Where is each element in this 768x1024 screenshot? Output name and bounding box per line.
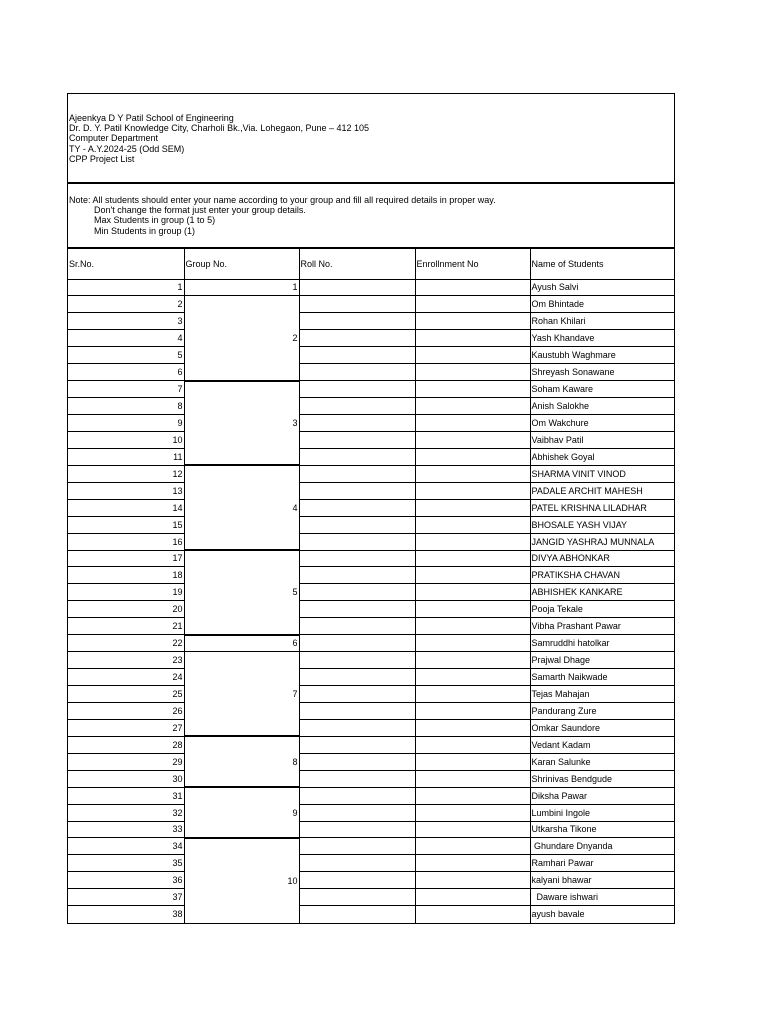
student-name-cell[interactable]: Ramhari Pawar: [530, 855, 674, 872]
table-row: [68, 431, 674, 448]
sr-no-cell: 37: [68, 889, 184, 906]
table-row: [68, 889, 674, 906]
sr-no-cell: 23: [68, 652, 184, 669]
roll-no-cell[interactable]: [299, 499, 415, 516]
enrollment-no-cell[interactable]: [415, 601, 530, 618]
table-row: [68, 415, 674, 432]
roll-no-cell[interactable]: [299, 364, 415, 381]
student-name-cell[interactable]: Abhishek Goyal: [530, 448, 674, 465]
table-row: [68, 364, 674, 381]
institution-name: Ajeenkya D Y Patil School of Engineering: [69, 113, 234, 123]
roll-no-cell[interactable]: [299, 906, 415, 923]
enrollment-no-cell[interactable]: [415, 296, 530, 313]
table-row: [68, 516, 674, 533]
table-row: [68, 804, 674, 821]
note-line: Min Students in group (1): [94, 225, 196, 236]
student-name-cell[interactable]: ABHISHEK KANKARE: [530, 584, 674, 601]
student-name-cell[interactable]: kalyani bhawar: [530, 872, 674, 889]
table-row: [68, 770, 674, 787]
enrollment-no-cell[interactable]: [415, 686, 530, 703]
student-name-cell[interactable]: Shrinivas Bendgude: [530, 770, 674, 787]
table-row: [68, 838, 674, 855]
column-header-enrollment-no: Enrollnment No: [415, 249, 530, 279]
student-name-cell[interactable]: SHARMA VINIT VINOD: [530, 465, 674, 482]
table-row: [68, 787, 674, 804]
roll-no-cell[interactable]: [299, 296, 415, 313]
enrollment-no-cell[interactable]: [415, 618, 530, 635]
roll-no-cell[interactable]: [299, 770, 415, 787]
roll-no-cell[interactable]: [299, 313, 415, 330]
enrollment-no-cell[interactable]: [415, 821, 530, 838]
sr-no-cell: 22: [68, 635, 184, 652]
instructions-note: [68, 184, 674, 249]
student-name-cell[interactable]: Utkarsha Tikone: [530, 821, 674, 838]
enrollment-no-cell[interactable]: [415, 567, 530, 584]
roll-no-cell[interactable]: [299, 398, 415, 415]
roll-no-cell[interactable]: [299, 448, 415, 465]
sr-no-cell: 1: [68, 279, 184, 296]
table-row: [68, 753, 674, 770]
table-row: [68, 906, 674, 923]
table-row: [68, 821, 674, 838]
student-name-cell[interactable]: Omkar Saundore: [530, 719, 674, 736]
roll-no-cell[interactable]: [299, 347, 415, 364]
sr-no-cell: 7: [68, 381, 184, 398]
sr-no-cell: 21: [68, 618, 184, 635]
student-name-cell[interactable]: ayush bavale: [530, 906, 674, 923]
sr-no-cell: 26: [68, 702, 184, 719]
enrollment-no-cell[interactable]: [415, 279, 530, 296]
student-name-cell[interactable]: Om Bhintade: [530, 296, 674, 313]
column-header-roll-no: Roll No.: [299, 249, 415, 279]
roll-no-cell[interactable]: [299, 821, 415, 838]
student-name-cell[interactable]: Samruddhi hatolkar: [530, 635, 674, 652]
sr-no-cell: 15: [68, 516, 184, 533]
sr-no-cell: 4: [68, 330, 184, 347]
table-row: [68, 601, 674, 618]
sr-no-cell: 31: [68, 787, 184, 804]
enrollment-no-cell[interactable]: [415, 736, 530, 753]
roll-no-cell[interactable]: [299, 516, 415, 533]
group-no-cell: 8: [184, 736, 299, 787]
enrollment-no-cell[interactable]: [415, 347, 530, 364]
table-row: [68, 296, 674, 313]
sr-no-cell: 19: [68, 584, 184, 601]
student-name-cell[interactable]: Ayush Salvi: [530, 279, 674, 296]
sr-no-cell: 10: [68, 431, 184, 448]
student-name-cell[interactable]: Pooja Tekale: [530, 601, 674, 618]
roll-no-cell[interactable]: [299, 669, 415, 686]
student-name-cell[interactable]: BHOSALE YASH VIJAY: [530, 516, 674, 533]
student-name-cell[interactable]: Samarth Naikwade: [530, 669, 674, 686]
table-row: [68, 567, 674, 584]
enrollment-no-cell[interactable]: [415, 364, 530, 381]
student-name-cell[interactable]: PADALE ARCHIT MAHESH: [530, 482, 674, 499]
student-name-cell[interactable]: Yash Khandave: [530, 330, 674, 347]
group-no-cell: 5: [184, 550, 299, 635]
enrollment-no-cell[interactable]: [415, 635, 530, 652]
enrollment-no-cell[interactable]: [415, 448, 530, 465]
table-row: [68, 855, 674, 872]
student-name-cell[interactable]: Soham Kaware: [530, 381, 674, 398]
table-row: [68, 736, 674, 753]
student-name-cell[interactable]: DIVYA ABHONKAR: [530, 550, 674, 567]
sr-no-cell: 16: [68, 533, 184, 550]
table-row: [68, 398, 674, 415]
roll-no-cell[interactable]: [299, 686, 415, 703]
table-row: [68, 872, 674, 889]
sr-no-cell: 8: [68, 398, 184, 415]
student-name-cell[interactable]: PRATIKSHA CHAVAN: [530, 567, 674, 584]
roll-no-cell[interactable]: [299, 601, 415, 618]
student-name-cell[interactable]: Tejas Mahajan: [530, 686, 674, 703]
enrollment-no-cell[interactable]: [415, 415, 530, 432]
student-name-cell[interactable]: Karan Salunke: [530, 753, 674, 770]
roll-no-cell[interactable]: [299, 753, 415, 770]
roll-no-cell[interactable]: [299, 736, 415, 753]
group-no-cell: 4: [184, 465, 299, 550]
roll-no-cell[interactable]: [299, 415, 415, 432]
enrollment-no-cell[interactable]: [415, 855, 530, 872]
table-row: [68, 465, 674, 482]
roll-no-cell[interactable]: [299, 804, 415, 821]
roll-no-cell[interactable]: [299, 635, 415, 652]
roll-no-cell[interactable]: [299, 872, 415, 889]
sr-no-cell: 32: [68, 804, 184, 821]
group-no-cell: 1: [184, 279, 299, 296]
institution-header: [68, 94, 674, 184]
student-name-cell[interactable]: Lumbini Ingole: [530, 804, 674, 821]
enrollment-no-cell[interactable]: [415, 482, 530, 499]
sr-no-cell: 5: [68, 347, 184, 364]
sr-no-cell: 12: [68, 465, 184, 482]
note-line: Max Students in group (1 to 5): [94, 215, 216, 226]
list-title: CPP Project List: [69, 153, 135, 164]
enrollment-no-cell[interactable]: [415, 584, 530, 601]
table-row: [68, 635, 674, 652]
roll-no-cell[interactable]: [299, 482, 415, 499]
table-row: [68, 652, 674, 669]
group-no-cell: 7: [184, 652, 299, 737]
enrollment-no-cell[interactable]: [415, 889, 530, 906]
group-no-cell: 3: [184, 381, 299, 466]
sr-no-cell: 29: [68, 753, 184, 770]
table-row: [68, 618, 674, 635]
sr-no-cell: 20: [68, 601, 184, 618]
sr-no-cell: 36: [68, 872, 184, 889]
column-header-student-name: Name of Students: [530, 249, 674, 279]
student-name-cell[interactable]: Om Wakchure: [530, 415, 674, 432]
enrollment-no-cell[interactable]: [415, 381, 530, 398]
student-name-cell[interactable]: Ghundare Dnyanda: [530, 838, 674, 855]
sr-no-cell: 6: [68, 364, 184, 381]
enrollment-no-cell[interactable]: [415, 669, 530, 686]
enrollment-no-cell[interactable]: [415, 465, 530, 482]
student-name-cell[interactable]: Daware ishwari: [530, 889, 674, 906]
note-line: Note: All students should enter your name according to your group and fill all required details in proper way.: [69, 195, 496, 205]
enrollment-no-cell[interactable]: [415, 516, 530, 533]
table-header-row: [68, 249, 674, 279]
roll-no-cell[interactable]: [299, 567, 415, 584]
table-row: [68, 499, 674, 516]
student-name-cell[interactable]: Vibha Prashant Pawar: [530, 618, 674, 635]
student-name-cell[interactable]: Rohan Khilari: [530, 313, 674, 330]
roll-no-cell[interactable]: [299, 618, 415, 635]
enrollment-no-cell[interactable]: [415, 770, 530, 787]
sr-no-cell: 30: [68, 770, 184, 787]
roll-no-cell[interactable]: [299, 889, 415, 906]
table-row: [68, 719, 674, 736]
enrollment-no-cell[interactable]: [415, 398, 530, 415]
enrollment-no-cell[interactable]: [415, 906, 530, 923]
enrollment-no-cell[interactable]: [415, 719, 530, 736]
table-row: [68, 279, 674, 296]
student-name-cell[interactable]: Vaibhav Patil: [530, 431, 674, 448]
enrollment-no-cell[interactable]: [415, 330, 530, 347]
group-no-cell: 2: [184, 296, 299, 381]
sr-no-cell: 33: [68, 821, 184, 838]
table-row: [68, 482, 674, 499]
enrollment-no-cell[interactable]: [415, 702, 530, 719]
enrollment-no-cell[interactable]: [415, 550, 530, 567]
sr-no-cell: 18: [68, 567, 184, 584]
project-list-sheet: [67, 93, 675, 924]
table-row: [68, 347, 674, 364]
sr-no-cell: 28: [68, 736, 184, 753]
table-row: [68, 550, 674, 567]
table-row: [68, 702, 674, 719]
table-row: [68, 313, 674, 330]
roll-no-cell[interactable]: [299, 330, 415, 347]
roll-no-cell[interactable]: [299, 431, 415, 448]
student-name-cell[interactable]: Anish Salokhe: [530, 398, 674, 415]
group-no-cell: 9: [184, 787, 299, 838]
table-row: [68, 584, 674, 601]
enrollment-no-cell[interactable]: [415, 652, 530, 669]
sr-no-cell: 38: [172, 909, 183, 920]
table-row: [68, 448, 674, 465]
sr-no-cell: 14: [68, 499, 184, 516]
sr-no-cell: 27: [68, 719, 184, 736]
student-name-cell[interactable]: JANGID YASHRAJ MUNNALA: [530, 533, 674, 550]
enrollment-no-cell[interactable]: [415, 787, 530, 804]
sr-no-cell: 24: [68, 669, 184, 686]
enrollment-no-cell[interactable]: [415, 313, 530, 330]
sr-no-cell: 13: [68, 482, 184, 499]
sr-no-cell: 34: [68, 838, 184, 855]
institution-address: Dr. D. Y. Patil Knowledge City, Charholi Bk.,Via. Lohegaon, Pune – 412 105: [69, 123, 370, 134]
table-row: [68, 330, 674, 347]
student-name-cell[interactable]: Prajwal Dhage: [530, 652, 674, 669]
note-line: Don't change the format just enter your group details.: [94, 205, 306, 216]
group-no-cell: 10: [184, 838, 299, 923]
roll-no-cell[interactable]: [299, 787, 415, 804]
sr-no-cell: 2: [68, 296, 184, 313]
enrollment-no-cell[interactable]: [415, 838, 530, 855]
enrollment-no-cell[interactable]: [415, 804, 530, 821]
enrollment-no-cell[interactable]: [415, 753, 530, 770]
student-name-cell[interactable]: Diksha Pawar: [530, 787, 674, 804]
academic-year: TY - A.Y.2024-25 (Odd SEM): [69, 143, 185, 154]
column-header-sr-no: Sr.No.: [68, 249, 184, 279]
roll-no-cell[interactable]: [299, 533, 415, 550]
table-row: [68, 686, 674, 703]
students-table-body: [68, 279, 674, 923]
sr-no-cell: 9: [68, 415, 184, 432]
roll-no-cell[interactable]: [299, 550, 415, 567]
enrollment-no-cell[interactable]: [415, 499, 530, 516]
sr-no-cell: 35: [68, 855, 184, 872]
roll-no-cell[interactable]: [299, 838, 415, 855]
students-table: [68, 249, 674, 923]
table-row: [68, 669, 674, 686]
roll-no-cell[interactable]: [299, 719, 415, 736]
student-name-cell[interactable]: Shreyash Sonawane: [530, 364, 674, 381]
roll-no-cell[interactable]: [299, 652, 415, 669]
sr-no-cell: 17: [68, 550, 184, 567]
table-row: [68, 533, 674, 550]
table-row: [68, 381, 674, 398]
roll-no-cell[interactable]: [299, 855, 415, 872]
column-header-group-no: Group No.: [184, 249, 299, 279]
sr-no-cell: 25: [68, 686, 184, 703]
sr-no-cell: 3: [68, 313, 184, 330]
student-name-cell[interactable]: Vedant Kadam: [530, 736, 674, 753]
roll-no-cell[interactable]: [299, 381, 415, 398]
roll-no-cell[interactable]: [299, 702, 415, 719]
sr-no-cell: 11: [68, 448, 184, 465]
group-no-cell: 6: [184, 635, 299, 652]
department-name: Computer Department: [69, 133, 159, 144]
enrollment-no-cell[interactable]: [415, 431, 530, 448]
enrollment-no-cell[interactable]: [415, 533, 530, 550]
roll-no-cell[interactable]: [299, 465, 415, 482]
student-name-cell[interactable]: PATEL KRISHNA LILADHAR: [530, 499, 674, 516]
student-name-cell[interactable]: Pandurang Zure: [530, 702, 674, 719]
roll-no-cell[interactable]: [299, 279, 415, 296]
student-name-cell[interactable]: Kaustubh Waghmare: [530, 347, 674, 364]
roll-no-cell[interactable]: [299, 584, 415, 601]
enrollment-no-cell[interactable]: [415, 872, 530, 889]
